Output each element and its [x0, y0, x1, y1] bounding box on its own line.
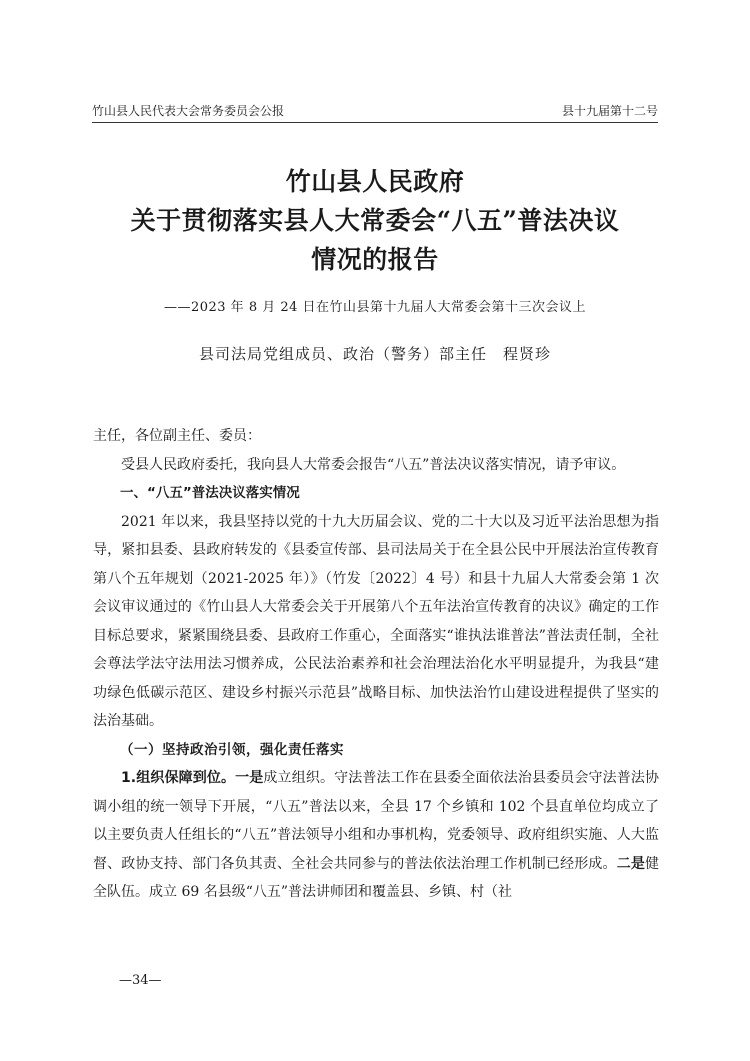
document-title [0, 162, 750, 279]
paragraph-organization [93, 764, 659, 907]
title-line-2: 关于贯彻落实县人大常委会“八五”普法决议 [130, 206, 620, 235]
section-1-paragraph: 2021 年以来，我县坚持以党的十九大历届会议、党的二十大以及习近平法治思想为指导，紧扣县委、县政府转发的《县委宣传部、县司法局关于在全县公民中开展法治宣传教育第八个五年规划（2021-2025 年）》（竹发〔2022〕4 号）和县十九届人大常委会第 1 次会议审议通过的《竹山县人大常委会关于开展第八个五年法治宣传教育的决议》确定的工作目标总要求，紧紧围绕县委、县政府工作重心，全面落实“谁执法谁普法”普法责任制，全社会尊法学法守法用法习惯养成，公民法治素养和社会治理法治化水平明显提升，为我县“建功绿色低碳示范区、建设乡村振兴示范县”战略目标、加快法治竹山建设进程提供了坚实的法治基础。 [93, 513, 659, 729]
point-one-marker: 一是 [235, 770, 264, 786]
title-line-1: 竹山县人民政府 [285, 167, 465, 196]
document-body [93, 422, 659, 907]
intro-paragraph: 受县人民政府委托，我向县人大常委会报告“八五”普法决议落实情况，请予审议。 [121, 456, 626, 473]
paragraph-lead: 1.组织保障到位。 [121, 770, 236, 786]
header-issue-number: 县十九届第十二号 [561, 104, 658, 118]
title-line-3: 情况的报告 [311, 245, 439, 274]
salutation: 主任，各位副主任、委员： [93, 428, 261, 444]
page-number: —34— [119, 973, 162, 988]
subsection-1-heading: （一）坚持政治引领，强化责任落实 [120, 741, 344, 758]
point-two-marker: 二是 [616, 855, 646, 872]
point-one-text: 成立组织。守法普法工作在县委全面依法治县委员会守法普法协调小组的统一领导下开展，“八五”普法以来，全县 17 个乡镇和 102 个县直单位均成立了以主要负责人任组长的“八五”普法领导小组和办事机构，党委领导、政府组织实施、人大监督、政协支持、部门各负其责、全社会共同参与的普法依法治理工作机制已经形成。 [93, 770, 660, 872]
point-two-text: 健全队伍。成立 69 名县级“八五”普法讲师团和覆盖县、乡镇、村（社 [93, 855, 660, 900]
section-1-heading: 一、“八五”普法决议落实情况 [120, 485, 300, 501]
page-header [92, 100, 658, 123]
header-publication-name: 竹山县人民代表大会常务委员会公报 [92, 104, 285, 118]
document-author: 县司法局党组成员、政治（警务）部主任 程贤珍 [198, 345, 551, 363]
document-subtitle: ——2023 年 8 月 24 日在竹山县第十九届人大常委会第十三次会议上 [163, 300, 587, 315]
